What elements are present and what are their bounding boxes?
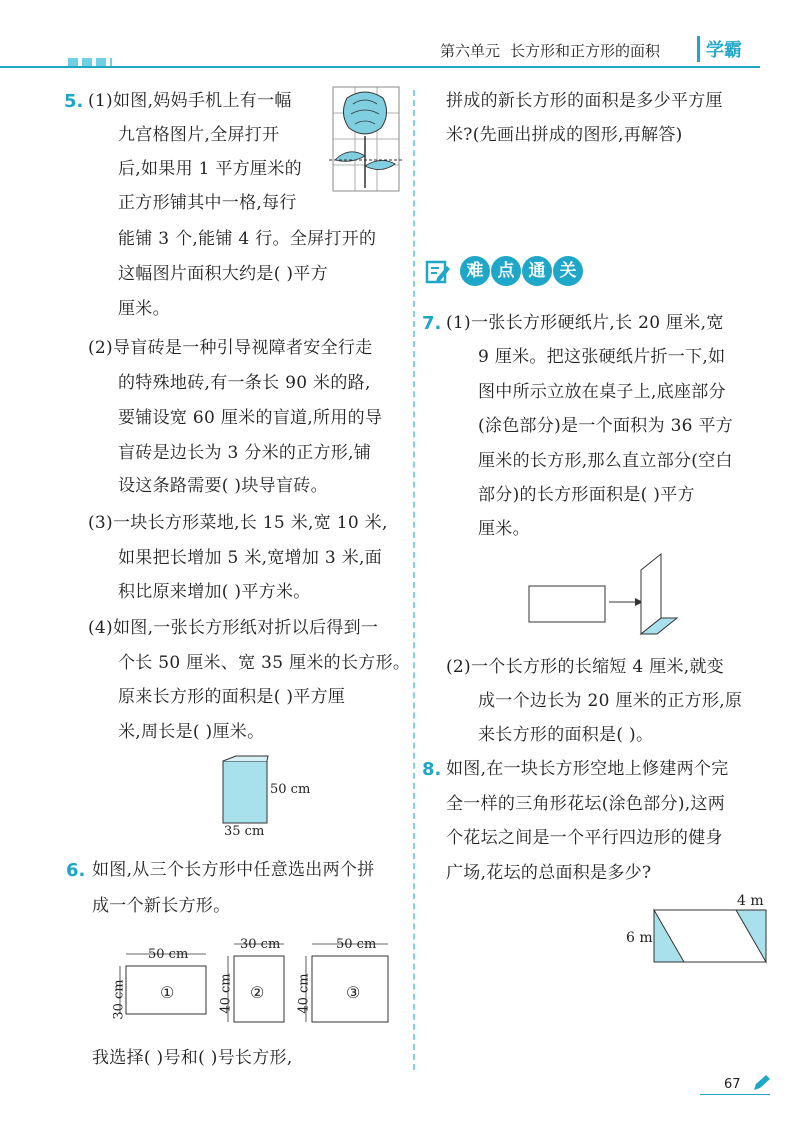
q5-3-line-3: 积比原来增加( )平方米。 — [118, 582, 311, 602]
section-title — [460, 256, 584, 286]
q5-line-6: 这幅图片面积大约是( )平方 — [118, 264, 328, 284]
rect3-top-label: 50 cm — [336, 937, 377, 952]
q6-answer-line: 我选择( )号和( )号长方形, — [92, 1048, 293, 1068]
rect1-top-label: 50 cm — [148, 947, 189, 962]
q7-line-2: 9 厘米。把这张硬纸片折一下,如 — [478, 347, 726, 367]
q6-cont-line-1: 拼成的新长方形的面积是多少平方厘 — [446, 91, 723, 111]
q6-line-1: 如图,从三个长方形中任意选出两个拼 — [92, 860, 375, 880]
pencil-note-icon — [425, 258, 451, 284]
q5-4-line-4: 米,周长是( )厘米。 — [118, 722, 265, 742]
q6-number: 6. — [66, 860, 86, 881]
section-char-3: 通 — [522, 256, 552, 286]
q7-line-3: 图中所示立放在桌子上,底座部分 — [478, 382, 726, 402]
rect1-side-label: 30 cm — [111, 979, 127, 1020]
section-char-1: 难 — [460, 256, 490, 286]
q5-2-line-1: (2)导盲砖是一种引导视障者安全行走 — [88, 338, 373, 358]
q5-3-line-1: (3)一块长方形菜地,长 15 米,宽 10 米, — [88, 513, 388, 533]
rect3-label: ③ — [346, 983, 361, 1002]
q8-number: 8. — [422, 759, 442, 780]
folded-paper-figure — [222, 755, 272, 825]
q8-line-3: 个花坛之间是一个平行四边形的健身 — [446, 828, 723, 848]
q7-2-line-3: 来长方形的面积是( )。 — [478, 725, 654, 745]
q5-line-3: 后,如果用 1 平方厘米的 — [118, 159, 302, 179]
q5-line-7: 厘米。 — [118, 299, 170, 319]
rect3-side-label: 40 cm — [296, 973, 312, 1014]
q6-line-2: 成一个新长方形。 — [92, 896, 231, 916]
q7-line-4: (涂色部分)是一个面积为 36 平方 — [478, 416, 734, 436]
brand-logo: 学霸 — [697, 36, 742, 62]
q5-line-4: 正方形铺其中一格,每行 — [118, 193, 297, 213]
section-char-2: 点 — [491, 256, 521, 286]
q5-line-5: 能铺 3 个,能铺 4 行。全屏打开的 — [118, 229, 377, 249]
fold-card-figure — [525, 550, 685, 642]
q7-line-5: 厘米的长方形,那么直立部分(空白 — [478, 451, 733, 471]
q8-line-1: 如图,在一块长方形空地上修建两个完 — [446, 759, 729, 779]
q8-top-label: 4 m — [737, 893, 764, 909]
q8-line-4: 广场,花坛的总面积是多少? — [446, 863, 652, 883]
q5-2-line-4: 盲砖是边长为 3 分米的正方形,铺 — [118, 443, 372, 463]
q5-line-2: 九宫格图片,全屏打开 — [118, 125, 280, 145]
q7-2-line-1: (2)一个长方形的长缩短 4 厘米,就变 — [446, 657, 725, 677]
q5-4-line-1: (4)如图,一张长方形纸对折以后得到一 — [88, 618, 379, 638]
footer-rule — [700, 1094, 770, 1095]
rose-grid-figure — [325, 84, 403, 194]
q6-cont-line-2: 米?(先画出拼成的图形,再解答) — [446, 125, 683, 145]
page-number: 67 — [724, 1077, 741, 1092]
q5-2-line-5: 设这条路需要( )块导盲砖。 — [118, 476, 328, 496]
q5-line-1: (1)如图,妈妈手机上有一幅 — [88, 91, 292, 111]
rect2-label: ② — [250, 983, 265, 1002]
q5-4-line-3: 原来长方形的面积是( )平方厘 — [118, 687, 346, 707]
q5-number: 5. — [64, 91, 84, 112]
q5-4-line-2: 个长 50 厘米、宽 35 厘米的长方形。 — [118, 653, 411, 673]
q5-3-line-2: 如果把长增加 5 米,宽增加 3 米,面 — [118, 548, 383, 568]
rect2-top-label: 30 cm — [240, 937, 281, 952]
column-divider — [413, 90, 415, 1070]
q7-line-1: (1)一张长方形硬纸片,长 20 厘米,宽 — [446, 313, 724, 333]
rect2-side-label: 40 cm — [218, 973, 234, 1014]
q7-line-6: 部分)的长方形面积是( )平方 — [478, 485, 695, 505]
unit-label: 第六单元 — [440, 42, 501, 60]
chapter-title — [440, 40, 670, 61]
chapter-label: 长方形和正方形的面积 — [510, 42, 661, 60]
fold-width-label: 35 cm — [224, 824, 265, 839]
section-char-4: 关 — [553, 256, 583, 286]
fold-length-label: 50 cm — [270, 782, 311, 797]
header-decoration — [68, 58, 112, 66]
rect1-label: ① — [160, 983, 175, 1002]
header-rule — [0, 66, 760, 68]
q8-side-label: 6 m — [626, 930, 653, 946]
q7-2-line-2: 成一个边长为 20 厘米的正方形,原 — [478, 691, 743, 711]
q5-2-line-2: 的特殊地砖,有一条长 90 米的路, — [118, 373, 371, 393]
q7-number: 7. — [422, 313, 442, 334]
q5-2-line-3: 要铺设宽 60 厘米的盲道,所用的导 — [118, 408, 383, 428]
flowerbed-figure — [650, 906, 770, 966]
pencil-icon — [752, 1074, 772, 1092]
q7-line-7: 厘米。 — [478, 519, 530, 539]
q8-line-2: 全一样的三角形花坛(涂色部分),这两 — [446, 794, 726, 814]
